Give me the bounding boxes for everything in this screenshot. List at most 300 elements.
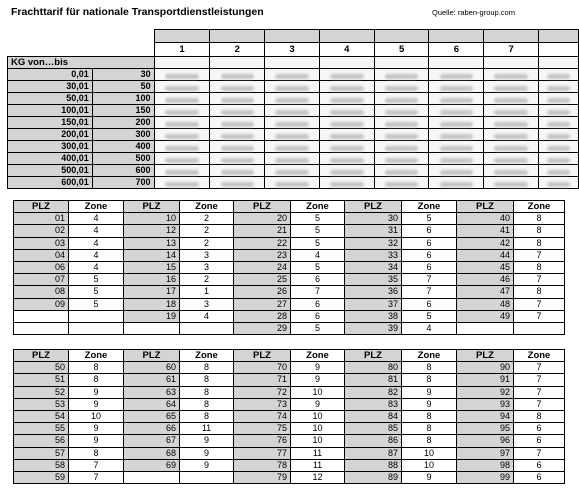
redacted-price xyxy=(275,122,308,127)
redacted-price-cell xyxy=(319,177,374,189)
zone-column-header: 4 xyxy=(319,43,374,57)
plz-row xyxy=(14,322,565,334)
zone-cell: 4 xyxy=(69,261,124,273)
redacted-price xyxy=(221,86,254,91)
redacted-price-cell xyxy=(539,117,579,129)
zone-cell: 9 xyxy=(180,435,234,447)
plz-cell: 46 xyxy=(457,274,514,286)
rate-zone-header-row xyxy=(8,43,579,57)
redacted-price-cell xyxy=(154,105,210,117)
zone-column-header: Zone xyxy=(402,350,457,362)
redacted-price xyxy=(221,74,254,79)
zone-cell: 7 xyxy=(402,274,457,286)
redacted-price-cell xyxy=(429,129,484,141)
redacted-price xyxy=(494,146,527,151)
redacted-price xyxy=(547,158,570,163)
redacted-price xyxy=(330,74,363,79)
zone-cell: 7 xyxy=(514,298,565,310)
plz-cell: 45 xyxy=(457,261,514,273)
zone-column-header: Zone xyxy=(514,350,565,362)
zone-cell: 6 xyxy=(402,298,457,310)
redacted-price xyxy=(330,134,363,139)
plz-cell: 64 xyxy=(124,398,180,410)
redacted-price-cell xyxy=(319,69,374,81)
zone-cell: 6 xyxy=(402,261,457,273)
redacted-price xyxy=(221,110,254,115)
redacted-price-cell xyxy=(319,93,374,105)
header-band-cell xyxy=(210,30,265,43)
zone-cell: 9 xyxy=(69,435,124,447)
zone-cell: 6 xyxy=(514,435,565,447)
redacted-price-cell xyxy=(265,129,320,141)
rate-table xyxy=(7,29,579,187)
redacted-price xyxy=(494,74,527,79)
redacted-price xyxy=(221,170,254,175)
zone-cell: 8 xyxy=(180,386,234,398)
kg-to: 30 xyxy=(92,69,154,81)
plz-cell: 75 xyxy=(234,423,291,435)
zone-cell: 5 xyxy=(291,225,345,237)
plz-cell: 26 xyxy=(234,286,291,298)
zone-cell: 9 xyxy=(402,471,457,483)
plz-cell: 53 xyxy=(14,398,69,410)
redacted-price xyxy=(494,158,527,163)
plz-cell: 80 xyxy=(345,362,402,374)
zone-cell: 3 xyxy=(180,298,234,310)
redacted-price-cell xyxy=(429,141,484,153)
zone-cell: 5 xyxy=(291,213,345,225)
zone-cell: 6 xyxy=(291,274,345,286)
redacted-price-cell xyxy=(539,57,579,69)
redacted-price xyxy=(275,86,308,91)
plz-row xyxy=(14,237,565,249)
zone-cell: 9 xyxy=(69,423,124,435)
plz-cell: 54 xyxy=(14,410,69,422)
zone-cell xyxy=(180,471,234,483)
zone-cell: 7 xyxy=(514,249,565,261)
rate-row xyxy=(8,153,579,165)
plz-cell: 44 xyxy=(457,249,514,261)
plz-cell: 47 xyxy=(457,286,514,298)
plz-column-header: PLZ xyxy=(14,350,69,362)
zone-cell: 4 xyxy=(402,322,457,334)
plz-cell: 40 xyxy=(457,213,514,225)
redacted-price-cell xyxy=(374,69,429,81)
kg-from: 0,01 xyxy=(8,69,93,81)
redacted-price xyxy=(385,182,418,187)
plz-cell: 79 xyxy=(234,471,291,483)
redacted-price xyxy=(165,158,199,163)
plz-row xyxy=(14,374,565,386)
plz-cell: 27 xyxy=(234,298,291,310)
redacted-price xyxy=(165,98,199,103)
zone-cell: 6 xyxy=(514,471,565,483)
zone-cell: 7 xyxy=(514,310,565,322)
zone-cell: 8 xyxy=(402,410,457,422)
zone-cell: 4 xyxy=(69,249,124,261)
zone-cell: 9 xyxy=(180,459,234,471)
rate-row xyxy=(8,69,579,81)
redacted-price-cell xyxy=(429,93,484,105)
plz-cell: 23 xyxy=(234,249,291,261)
plz-cell: 88 xyxy=(345,459,402,471)
zone-column-header: Zone xyxy=(69,201,124,213)
plz-cell: 50 xyxy=(14,362,69,374)
redacted-price xyxy=(440,110,473,115)
zone-cell: 7 xyxy=(402,286,457,298)
plz-column-header: PLZ xyxy=(345,350,402,362)
plz-cell: 34 xyxy=(345,261,402,273)
redacted-price xyxy=(385,134,418,139)
redacted-price-cell xyxy=(374,153,429,165)
redacted-price-cell xyxy=(484,105,539,117)
redacted-price-cell xyxy=(374,165,429,177)
redacted-price xyxy=(275,134,308,139)
redacted-price-cell xyxy=(539,165,579,177)
plz-cell: 17 xyxy=(124,286,180,298)
plz-cell: 61 xyxy=(124,374,180,386)
plz-cell: 56 xyxy=(14,435,69,447)
zone-cell: 10 xyxy=(291,423,345,435)
redacted-price xyxy=(275,74,308,79)
zone-column-header: Zone xyxy=(69,350,124,362)
plz-cell: 59 xyxy=(14,471,69,483)
plz-column-header: PLZ xyxy=(14,201,69,213)
zone-cell: 2 xyxy=(180,274,234,286)
redacted-price-cell xyxy=(539,129,579,141)
plz-cell: 72 xyxy=(234,386,291,398)
zone-cell: 8 xyxy=(402,423,457,435)
plz-row xyxy=(14,423,565,435)
zone-cell: 5 xyxy=(402,310,457,322)
redacted-price xyxy=(494,86,527,91)
redacted-price xyxy=(165,74,199,79)
plz-cell: 57 xyxy=(14,447,69,459)
kg-from: 30,01 xyxy=(8,81,93,93)
plz-cell: 71 xyxy=(234,374,291,386)
redacted-price-cell xyxy=(265,117,320,129)
plz-cell: 16 xyxy=(124,274,180,286)
plz-cell: 06 xyxy=(14,261,69,273)
zone-cell: 9 xyxy=(69,386,124,398)
kg-to: 400 xyxy=(92,141,154,153)
redacted-price-cell xyxy=(539,93,579,105)
plz-cell: 18 xyxy=(124,298,180,310)
redacted-price-cell xyxy=(484,153,539,165)
redacted-price xyxy=(330,110,363,115)
zone-cell: 3 xyxy=(180,249,234,261)
redacted-price xyxy=(275,158,308,163)
zone-cell: 4 xyxy=(291,249,345,261)
plz-column-header: PLZ xyxy=(457,350,514,362)
redacted-price xyxy=(547,170,570,175)
zone-cell: 9 xyxy=(402,398,457,410)
redacted-price-cell xyxy=(484,165,539,177)
kg-from: 200,01 xyxy=(8,129,93,141)
redacted-price-cell xyxy=(154,165,210,177)
plz-cell: 32 xyxy=(345,237,402,249)
plz-cell: 48 xyxy=(457,298,514,310)
plz-cell: 02 xyxy=(14,225,69,237)
redacted-price xyxy=(165,134,199,139)
blank-cell xyxy=(92,30,154,43)
zone-cell: 9 xyxy=(291,374,345,386)
plz-cell: 55 xyxy=(14,423,69,435)
plz-cell: 13 xyxy=(124,237,180,249)
rate-row xyxy=(8,129,579,141)
redacted-price-cell xyxy=(319,81,374,93)
plz-cell: 90 xyxy=(457,362,514,374)
zone-cell: 8 xyxy=(402,362,457,374)
kg-from: 150,01 xyxy=(8,117,93,129)
redacted-price-cell xyxy=(210,153,265,165)
redacted-price xyxy=(330,170,363,175)
redacted-price xyxy=(221,122,254,127)
kg-to: 600 xyxy=(92,165,154,177)
redacted-price-cell xyxy=(210,81,265,93)
redacted-price-cell xyxy=(265,93,320,105)
redacted-price-cell xyxy=(484,117,539,129)
zone-cell: 6 xyxy=(514,459,565,471)
zone-column-header: 1 xyxy=(154,43,210,57)
zone-cell: 7 xyxy=(514,447,565,459)
zone-cell: 7 xyxy=(514,374,565,386)
zone-cell: 9 xyxy=(402,386,457,398)
redacted-price xyxy=(330,146,363,151)
page-title: Frachttarif für nationale Transportdienstleistungen xyxy=(11,6,264,18)
redacted-price xyxy=(330,158,363,163)
plz-cell: 25 xyxy=(234,274,291,286)
plz-row xyxy=(14,459,565,471)
plz-cell: 60 xyxy=(124,362,180,374)
zone-cell: 8 xyxy=(402,374,457,386)
redacted-price-cell xyxy=(154,93,210,105)
zone-cell: 8 xyxy=(180,362,234,374)
zone-column-header: Zone xyxy=(514,201,565,213)
redacted-price xyxy=(275,182,308,187)
redacted-price-cell xyxy=(539,105,579,117)
redacted-price-cell xyxy=(319,57,374,69)
redacted-price-cell xyxy=(539,177,579,189)
kg-from: 300,01 xyxy=(8,141,93,153)
zone-cell: 6 xyxy=(402,237,457,249)
plz-cell: 15 xyxy=(124,261,180,273)
zone-cell: 7 xyxy=(69,459,124,471)
plz-row xyxy=(14,274,565,286)
plz-cell: 33 xyxy=(345,249,402,261)
redacted-price-cell xyxy=(539,69,579,81)
zone-cell: 11 xyxy=(291,459,345,471)
redacted-price-cell xyxy=(319,141,374,153)
plz-cell: 08 xyxy=(14,286,69,298)
redacted-price-cell xyxy=(210,165,265,177)
plz-cell: 63 xyxy=(124,386,180,398)
plz-cell: 65 xyxy=(124,410,180,422)
plz-cell: 14 xyxy=(124,249,180,261)
redacted-price xyxy=(330,98,363,103)
zone-cell: 4 xyxy=(69,237,124,249)
plz-cell xyxy=(14,310,69,322)
zone-cell: 8 xyxy=(514,410,565,422)
plz-cell: 52 xyxy=(14,386,69,398)
redacted-price xyxy=(440,98,473,103)
redacted-price xyxy=(494,98,527,103)
redacted-price xyxy=(494,122,527,127)
redacted-price-cell xyxy=(210,177,265,189)
rate-row xyxy=(8,105,579,117)
kg-to: 200 xyxy=(92,117,154,129)
kg-to: 300 xyxy=(92,129,154,141)
plz-cell: 70 xyxy=(234,362,291,374)
plz-cell: 38 xyxy=(345,310,402,322)
plz-column-header: PLZ xyxy=(345,201,402,213)
zone-cell xyxy=(514,322,565,334)
redacted-price xyxy=(385,158,418,163)
plz-cell: 10 xyxy=(124,213,180,225)
plz-cell: 19 xyxy=(124,310,180,322)
zone-cell: 10 xyxy=(291,386,345,398)
zone-cell: 1 xyxy=(180,286,234,298)
redacted-price xyxy=(547,134,570,139)
redacted-price xyxy=(440,134,473,139)
redacted-price-cell xyxy=(374,177,429,189)
plz-cell: 58 xyxy=(14,459,69,471)
redacted-price-cell xyxy=(265,165,320,177)
redacted-price-cell xyxy=(374,81,429,93)
plz-cell: 78 xyxy=(234,459,291,471)
redacted-price xyxy=(221,158,254,163)
plz-cell: 39 xyxy=(345,322,402,334)
redacted-price-cell xyxy=(484,93,539,105)
plz-cell: 98 xyxy=(457,459,514,471)
zone-cell: 8 xyxy=(514,261,565,273)
zone-cell: 11 xyxy=(291,447,345,459)
plz-cell: 04 xyxy=(14,249,69,261)
plz-cell: 96 xyxy=(457,435,514,447)
plz-cell: 86 xyxy=(345,435,402,447)
plz-column-header: PLZ xyxy=(457,201,514,213)
plz-cell: 82 xyxy=(345,386,402,398)
rate-row xyxy=(8,165,579,177)
plz-cell: 36 xyxy=(345,286,402,298)
zone-column-header: 5 xyxy=(374,43,429,57)
zone-cell: 12 xyxy=(291,471,345,483)
redacted-price xyxy=(440,170,473,175)
kg-from: 600,01 xyxy=(8,177,93,189)
redacted-price-cell xyxy=(374,57,429,69)
redacted-price xyxy=(165,182,199,187)
zone-cell: 7 xyxy=(514,362,565,374)
zone-cell: 5 xyxy=(69,298,124,310)
zone-cell: 5 xyxy=(291,322,345,334)
redacted-price-cell xyxy=(265,57,320,69)
plz-cell: 67 xyxy=(124,435,180,447)
rate-row xyxy=(8,81,579,93)
zone-cell: 11 xyxy=(180,423,234,435)
redacted-price xyxy=(275,98,308,103)
zone-cell: 8 xyxy=(180,398,234,410)
redacted-price-cell xyxy=(319,117,374,129)
plz-row xyxy=(14,286,565,298)
zone-cell: 8 xyxy=(514,213,565,225)
redacted-price-cell xyxy=(265,177,320,189)
redacted-price xyxy=(547,146,570,151)
zone-column-header: Zone xyxy=(180,201,234,213)
redacted-price-cell xyxy=(429,117,484,129)
plz-cell: 37 xyxy=(345,298,402,310)
plz-cell xyxy=(14,322,69,334)
plz-cell: 81 xyxy=(345,374,402,386)
kg-from: 50,01 xyxy=(8,93,93,105)
redacted-price-cell xyxy=(429,69,484,81)
zone-cell: 4 xyxy=(180,310,234,322)
zone-cell: 2 xyxy=(180,237,234,249)
redacted-price xyxy=(221,98,254,103)
kg-from: 500,01 xyxy=(8,165,93,177)
redacted-price xyxy=(165,146,199,151)
redacted-price xyxy=(330,86,363,91)
plz-row xyxy=(14,310,565,322)
redacted-price-cell xyxy=(539,141,579,153)
plz-cell: 22 xyxy=(234,237,291,249)
redacted-price-cell xyxy=(484,81,539,93)
zone-cell: 7 xyxy=(69,471,124,483)
redacted-price-cell xyxy=(429,81,484,93)
zone-cell: 6 xyxy=(514,423,565,435)
redacted-price-cell xyxy=(319,165,374,177)
plz-cell: 68 xyxy=(124,447,180,459)
plz-cell: 97 xyxy=(457,447,514,459)
redacted-price xyxy=(385,146,418,151)
plz-column-header: PLZ xyxy=(124,201,180,213)
redacted-price xyxy=(165,170,199,175)
redacted-price xyxy=(547,182,570,187)
source-note: Quelle: raben-group.com xyxy=(432,8,515,17)
redacted-price-cell xyxy=(265,153,320,165)
zone-cell xyxy=(69,310,124,322)
redacted-price-cell xyxy=(374,117,429,129)
plz-row xyxy=(14,298,565,310)
plz-cell: 09 xyxy=(14,298,69,310)
redacted-price xyxy=(275,170,308,175)
kg-to: 100 xyxy=(92,93,154,105)
zone-column-header: Zone xyxy=(291,350,345,362)
plz-column-header: PLZ xyxy=(234,201,291,213)
redacted-price xyxy=(547,86,570,91)
redacted-price xyxy=(494,110,527,115)
plz-column-header: PLZ xyxy=(124,350,180,362)
zone-cell: 9 xyxy=(69,398,124,410)
redacted-price-cell xyxy=(154,57,210,69)
zone-cell: 8 xyxy=(514,286,565,298)
redacted-price-cell xyxy=(210,57,265,69)
rate-row xyxy=(8,177,579,189)
plz-zone-table xyxy=(13,349,565,484)
blank-cell xyxy=(92,43,154,57)
redacted-price-cell xyxy=(374,93,429,105)
zone-cell: 9 xyxy=(291,362,345,374)
zone-cell: 6 xyxy=(402,249,457,261)
plz-row xyxy=(14,213,565,225)
redacted-price xyxy=(165,122,199,127)
plz-cell: 31 xyxy=(345,225,402,237)
plz-cell: 93 xyxy=(457,398,514,410)
redacted-price-cell xyxy=(265,141,320,153)
rate-row xyxy=(8,93,579,105)
zone-cell: 8 xyxy=(69,374,124,386)
plz-cell xyxy=(124,322,180,334)
zone-column-header: Zone xyxy=(291,201,345,213)
